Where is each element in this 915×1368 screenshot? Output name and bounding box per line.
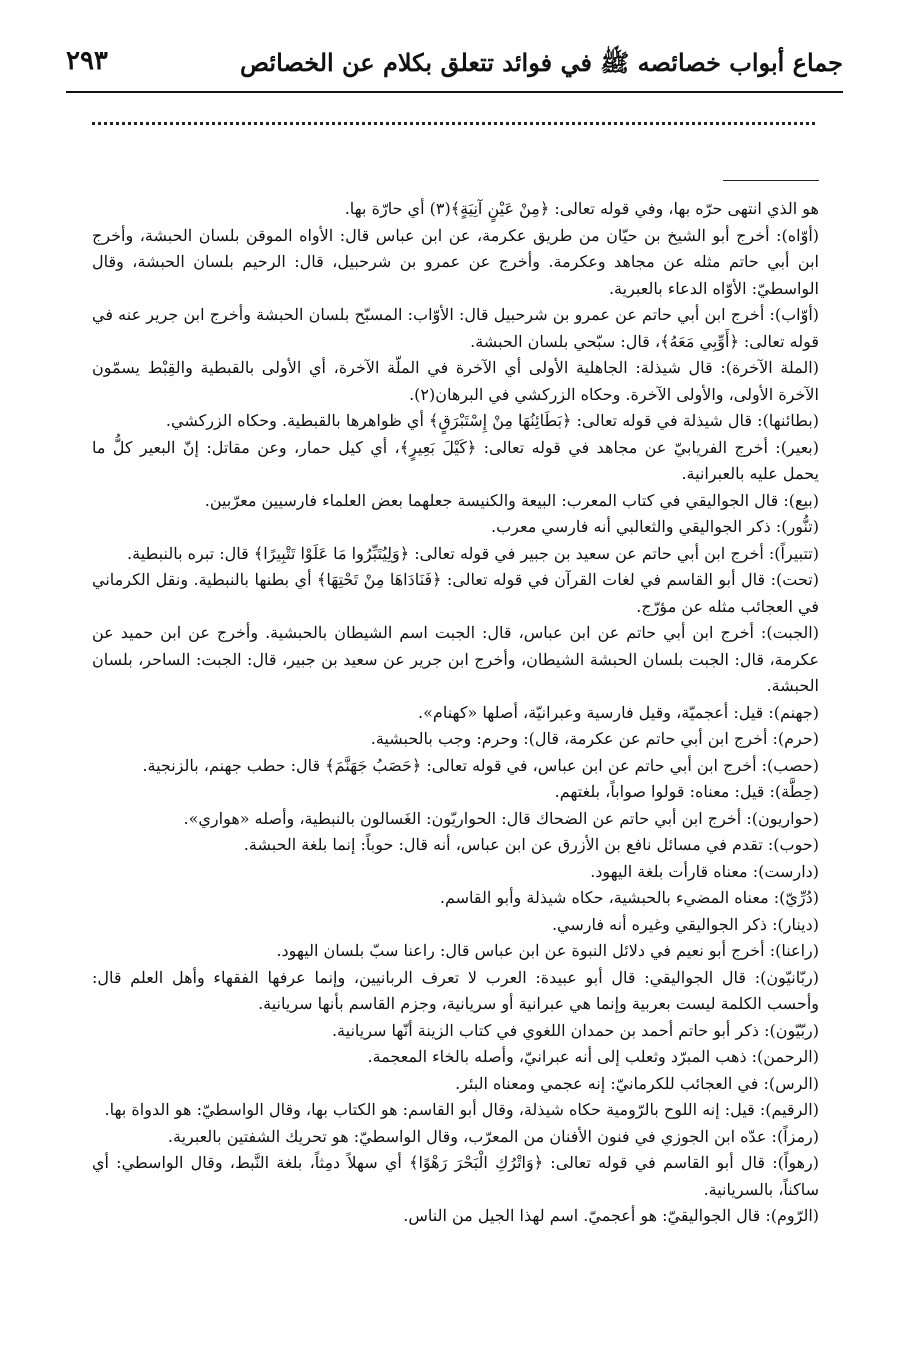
entry-al-jibt: (الجبت): أخرج ابن أبي حاتم عن ابن عباس، قال: الجبت اسم الشيطان بالحبشية. وأخرج عن ابن حميد عن عكرمة، قال: الجبت بلسان الحبشة الشيطان، وأخرج ابن جرير عن سعيد بن جبير، قال: الجبت: الساحر، بلسان الحبشة. — [92, 623, 819, 695]
entry-dinar: (دينار): ذكر الجواليقي وغيره أنه فارسي. — [551, 914, 819, 934]
entry-hitta: (حِطَّة): قيل: معناه: قولوا صواباً، بلغتهم. — [554, 782, 819, 801]
header-rule — [66, 91, 843, 93]
body-text — [92, 196, 819, 1230]
dotted-separator — [92, 122, 815, 125]
entry-durriyy: (دُرِّيّ): معناه المضيء بالحبشية، حكاه شيذلة وأبو القاسم. — [439, 888, 819, 907]
entry-tatbeera: (تتبيراً): أخرج ابن أبي حاتم عن سعيد بن جبير في قوله تعالى: ﴿وَلِيُتَبِّرُوا مَا عَلَوْا تَتْبِيرًا﴾ قال: تبره بالنبطية. — [127, 543, 819, 563]
entry-ar-rass: (الرس): في العجائب للكرمانيّ: إنه عجمي ومعناه البئر. — [455, 1073, 819, 1093]
entry-rabbaniyyun: (ربّانيّون): قال الجواليقي: قال أبو عبيدة: العرب لا تعرف الربانيين، وإنما عرفها الفقهاء وأهل العلم قال: وأحسب الكلمة ليست بعربية وإنما هي عبرانية أو سريانية، وجزم القاسم بأنها سريانية. — [92, 967, 819, 1013]
entry-baeer: (بعير): أخرج الفريابيّ عن مجاهد في قوله تعالى: ﴿كَيْلَ بَعِيرٍ﴾، أي كيل حمار، وعن مقاتل: إنّ البعير كلُّ ما يحمل عليه بالعبرانية. — [92, 437, 819, 483]
running-title: جماع أبواب خصائصه ﷺ في فوائد تتعلق بكلام عن الخصائص — [240, 48, 843, 77]
entry-hub: (حوب): تقدم في مسائل نافع بن الأزرق عن ابن عباس، أنه قال: حوباً: إنما بلغة الحبشة. — [243, 835, 819, 854]
entry-ar-raqim: (الرقيم): قيل: إنه اللوح بالرّومية حكاه شيذلة، وقال أبو القاسم: هو الكتاب بها، وقال الواسطيّ: هو الدواة بها. — [104, 1100, 819, 1119]
page-number: ٢٩٣ — [66, 46, 108, 76]
entry-ribbiyyun: (ربّيّون): ذكر أبو حاتم أحمد بن حمدان اللغوي في كتاب الزينة أنّها سريانية. — [331, 1020, 819, 1040]
entry-ar-rum: (الرّوم): قال الجواليقيّ: هو أعجميّ. اسم لهذا الجيل من الناس. — [403, 1206, 819, 1225]
entry-hawariyyun: (حواريون): أخرج ابن أبي حاتم عن الضحاك قال: الحواريّون: الغَسالون بالنبطية، وأصله «هواري». — [183, 808, 819, 828]
entry-continuation: هو الذي انتهى حرّه بها، وفي قوله تعالى: ﴿مِنْ عَيْنٍ آنِيَةٍ﴾(٣) أي حارّة بها. — [344, 199, 819, 218]
entry-taht: (تحت): قال أبو القاسم في لغات القرآن في قوله تعالى: ﴿فَنَادَاهَا مِنْ تَحْتِهَا﴾ أي بطنها بالنبطية. ونقل الكرماني في العجائب مثله عن مؤرّج. — [92, 570, 819, 616]
entry-biya: (بيع): قال الجواليقي في كتاب المعرب: البيعة والكنيسة جعلهما بعض العلماء فارسيين معرّبين. — [204, 490, 819, 510]
entry-ar-rahman: (الرحمن): ذهب المبرّد وثعلب إلى أنه عبرانيّ، وأصله بالخاء المعجمة. — [367, 1047, 819, 1066]
entry-ramzan: (رمزاً): عدّه ابن الجوزي في فنون الأفنان من المعرّب، وقال الواسطيّ: هو تحريك الشفتين بالعبرية. — [167, 1126, 819, 1146]
continuation-rule — [723, 180, 819, 181]
entry-raina: (راعنا): أخرج أبو نعيم في دلائل النبوة عن ابن عباس قال: راعنا سبّ بلسان اليهود. — [276, 941, 819, 960]
entry-tannur: (تنُّور): ذكر الجواليقي والثعالبي أنه فارسي معرب. — [491, 517, 819, 536]
entry-bataiinuha: (بطائنها): قال شيذلة في قوله تعالى: ﴿بَطَائِنُهَا مِنْ إِسْتَبْرَقٍ﴾ أي ظواهرها بالقبطية. وحكاه الزركشي. — [165, 411, 819, 430]
entry-al-milla-al-akhira: (الملة الآخرة): قال شيذلة: الجاهلية الأولى أي الآخرة في الملّة الآخرة، أي الأولى بالقبطية والقِبْط يسمّون الآخرة الأولى، والأولى الآخرة. وحكاه الزركشي في البرهان(٢). — [92, 358, 819, 404]
page-header — [66, 40, 843, 88]
entry-darasta: (دارست): معناه قارأت بلغة اليهود. — [590, 861, 819, 881]
entry-hasab: (حصب): أخرج ابن أبي حاتم عن ابن عباس، في قوله تعالى: ﴿حَصَبُ جَهَنَّمَ﴾ قال: حطب جهنم، بالزنجية. — [142, 755, 819, 775]
entry-jahannam: (جهنم): قيل: أعجميّة، وقيل فارسية وعبرانيّة، أصلها «كهنام». — [418, 702, 819, 722]
entry-awwab: (أوّاب): أخرج ابن أبي حاتم عن عمرو بن شرحبيل قال: الأوّاب: المسبّح بلسان الحبشة وأخرج ابن جرير عنه في قوله تعالى: ﴿أَوِّبِي مَعَهُ﴾، قال: سبّحي بلسان الحبشة. — [92, 305, 820, 351]
entry-awwah: (أوّاه): أخرج أبو الشيخ بن حيّان من طريق عكرمة، عن ابن عباس قال: الأواه الموقن بلسان الحبشة، وأخرج ابن أبي حاتم مثله عن مجاهد وعكرمة. وأخرج عن عمرو بن شرحبيل، قال: الرحيم بلسان الحبشة، وقال الواسطيّ: الأوّاه الدعاء بالعبرية. — [92, 225, 820, 298]
entry-rahwan: (رهواً): قال أبو القاسم في قوله تعالى: ﴿وَاتْرُكِ الْبَحْرَ رَهْوًا﴾ أي سهلاً دمِثاً، بلغة النَّبط، وقال الواسطي: أي ساكناً، بالسريانية. — [92, 1153, 819, 1199]
entry-haram: (حرم): أخرج ابن أبي حاتم عن عكرمة، قال): وحرم: وجب بالحبشية. — [370, 729, 819, 748]
